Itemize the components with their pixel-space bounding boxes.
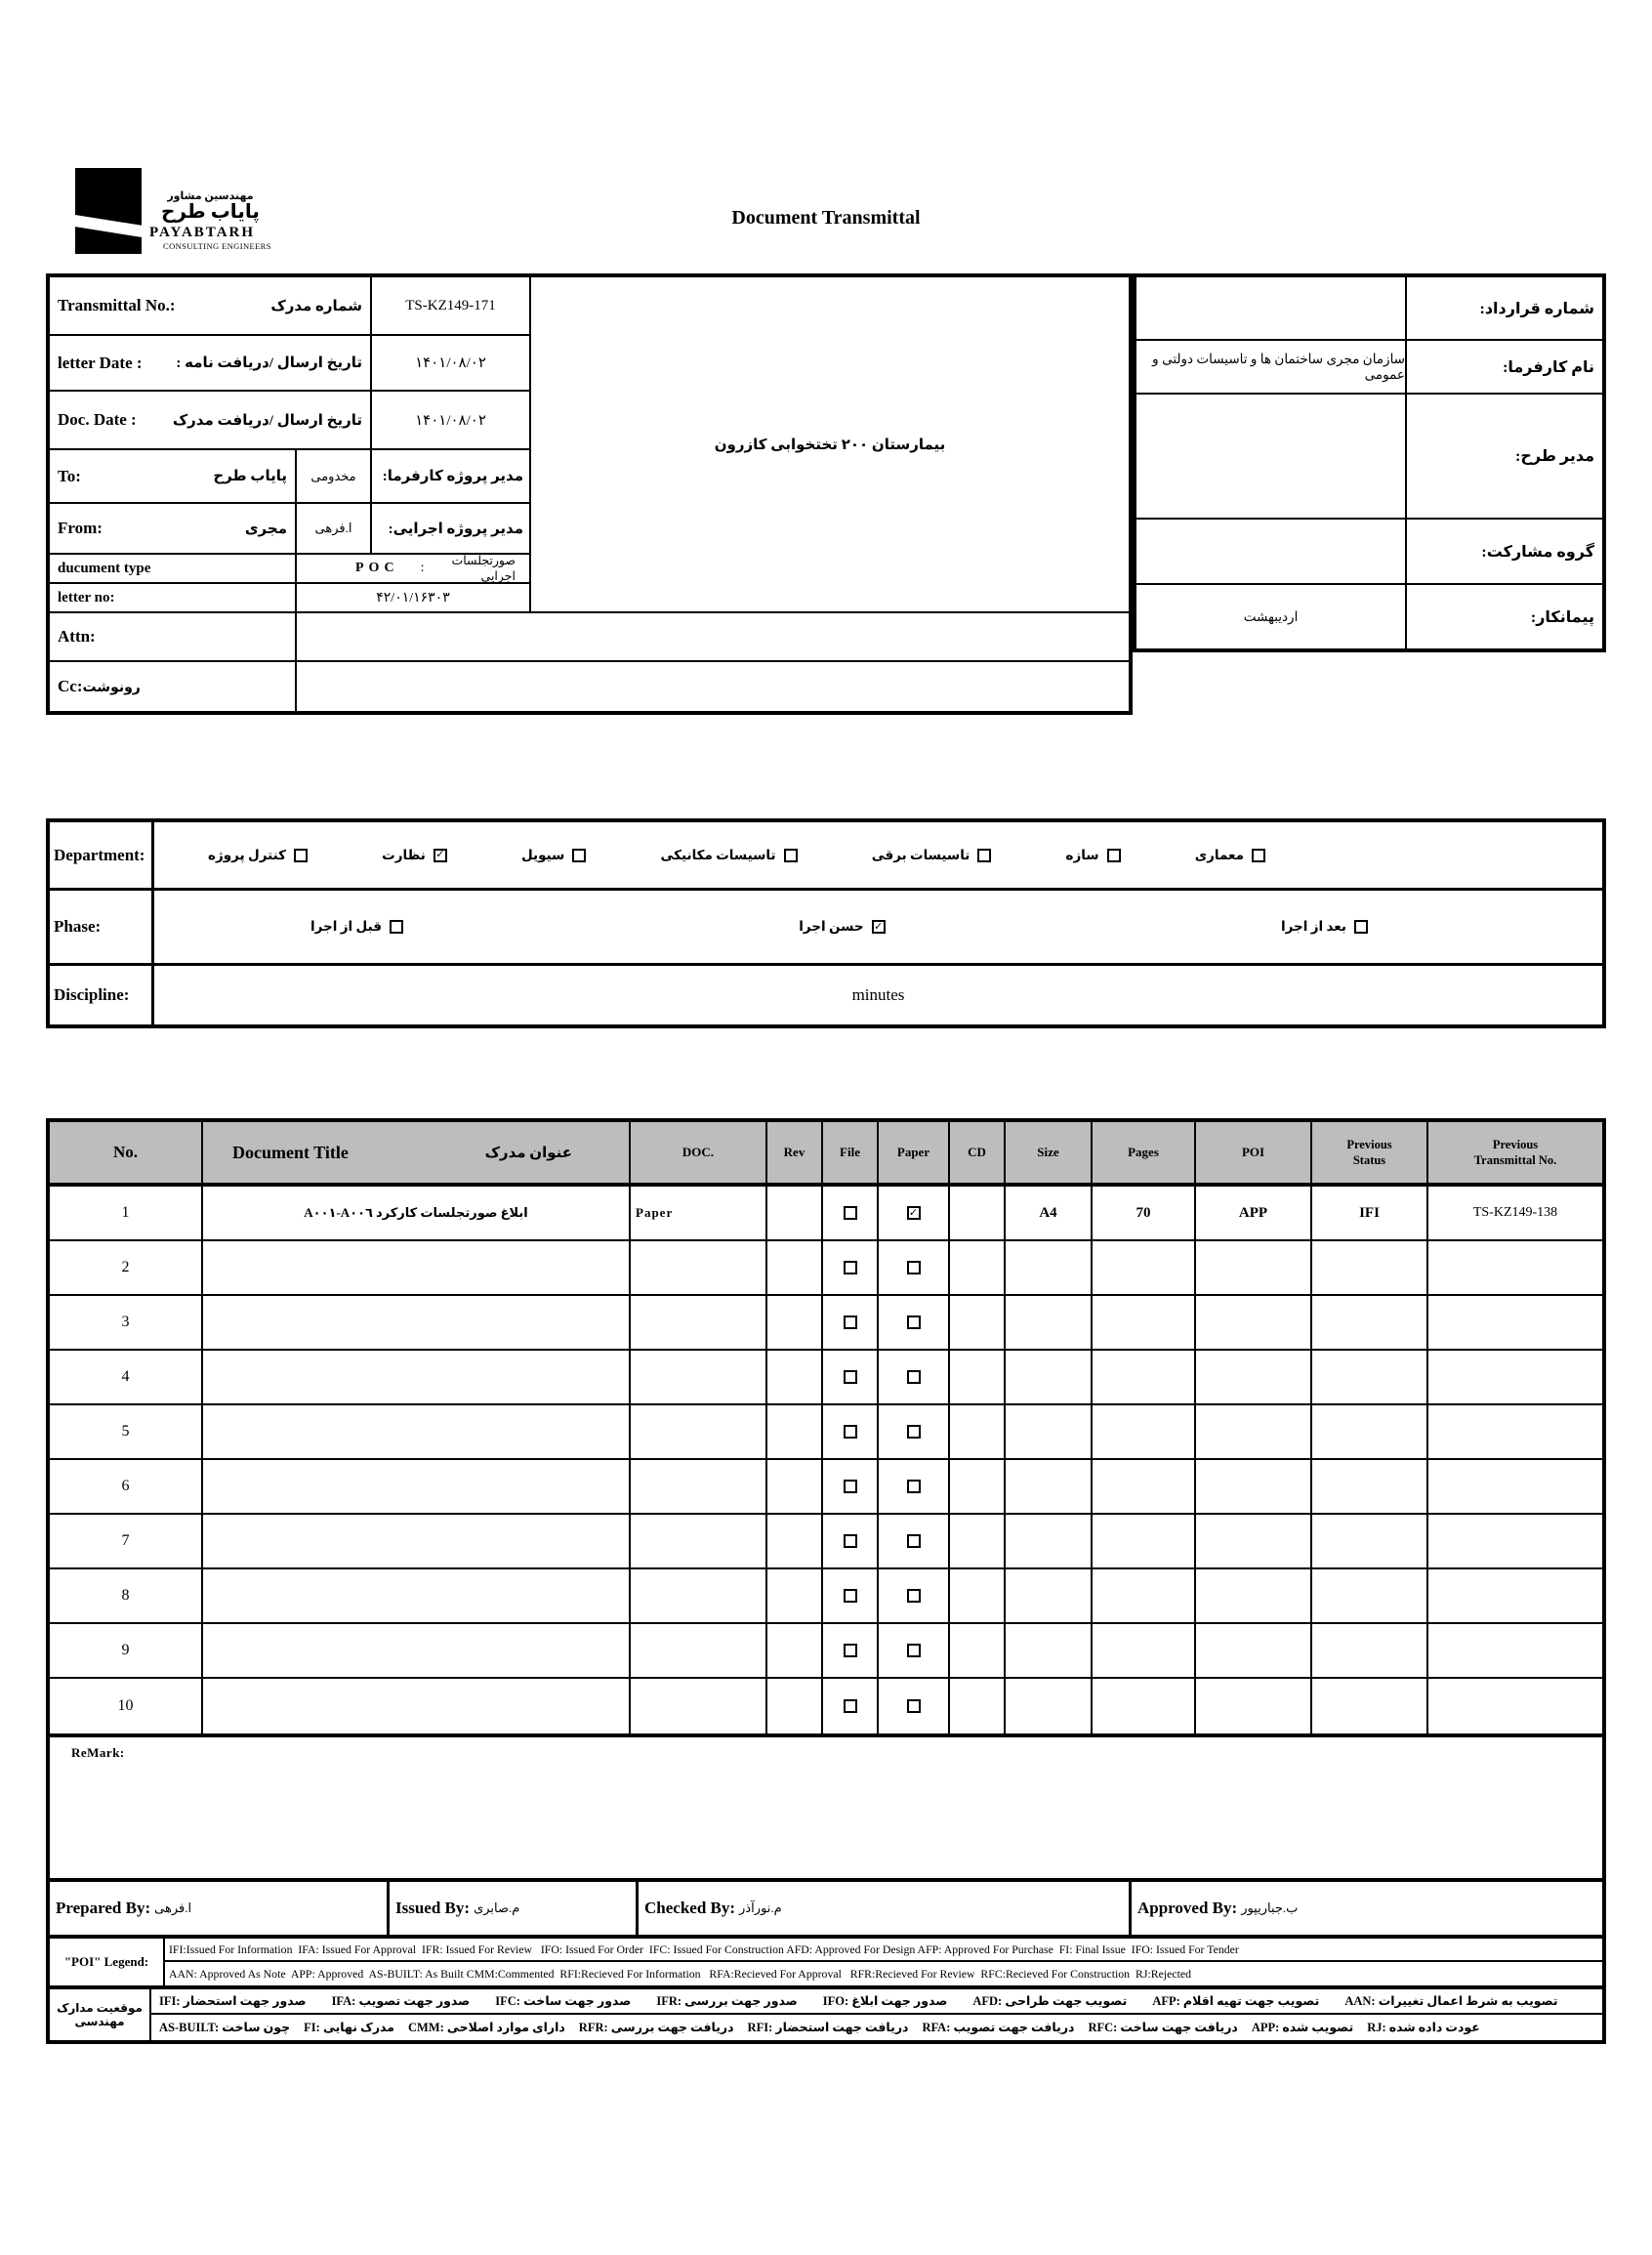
poi-legend-fa-line2 [151, 2015, 1602, 2040]
pages-cell [1093, 1569, 1196, 1622]
table-row [50, 1405, 1602, 1460]
logo-en-name: PAYABTARH [149, 225, 256, 240]
form-header [46, 117, 1606, 273]
cd-cell [950, 1351, 1006, 1403]
unchecked-checkbox-icon[interactable] [844, 1589, 857, 1603]
paper-checkbox-cell [879, 1405, 950, 1458]
col-header-paper: Paper [879, 1122, 950, 1183]
previous-transmittal-cell [1428, 1679, 1602, 1733]
cd-cell [950, 1460, 1006, 1513]
department-label: Department: [50, 822, 154, 891]
remark-box[interactable] [46, 1733, 1606, 1882]
rev-cell [767, 1296, 823, 1349]
unchecked-checkbox-icon[interactable] [572, 849, 586, 862]
cd-cell [950, 1624, 1006, 1677]
row-number-cell: 5 [50, 1405, 203, 1458]
table-row [50, 1515, 1602, 1569]
contractor-value: اردیبهشت [1136, 585, 1407, 648]
previous-status-cell [1312, 1624, 1428, 1677]
checkbox-label: سیویل [520, 847, 565, 862]
row-number-cell: 7 [50, 1515, 203, 1567]
unchecked-checkbox-icon[interactable] [844, 1425, 857, 1439]
attn-label: Attn: [50, 613, 297, 662]
poi-cell [1196, 1460, 1312, 1513]
pages-cell [1093, 1460, 1196, 1513]
logo-fa-name: پایاب طرح [161, 201, 260, 223]
issued-by-cell: Issued By: م.صابری [390, 1882, 639, 1935]
rev-cell [767, 1515, 823, 1567]
unchecked-checkbox-icon[interactable] [844, 1370, 857, 1384]
legend-item: RFC: دریافت جهت ساخت [1088, 2021, 1238, 2034]
pages-cell [1093, 1241, 1196, 1294]
contract-no-label: شماره قرارداد: [1407, 277, 1602, 341]
document-title-fa: ابلاغ صورتجلسات کارکرد [375, 1205, 528, 1220]
unchecked-checkbox-icon[interactable] [977, 849, 991, 862]
cd-cell [950, 1187, 1006, 1239]
unchecked-checkbox-icon[interactable] [844, 1534, 857, 1548]
poi-legend-en [46, 1935, 1606, 1989]
document-title-cell [203, 1515, 631, 1567]
file-checkbox-cell [823, 1351, 879, 1403]
row-number-cell: 1 [50, 1187, 203, 1239]
document-type-value [297, 555, 531, 584]
partnership-group-value [1136, 520, 1407, 585]
paper-checkbox-cell [879, 1241, 950, 1294]
pages-cell [1093, 1515, 1196, 1567]
unchecked-checkbox-icon[interactable] [844, 1315, 857, 1329]
checkbox-label: کنترل پروژه [208, 847, 287, 862]
table-row [50, 1187, 1602, 1241]
unchecked-checkbox-icon[interactable] [1252, 849, 1265, 862]
legend-item: APP: تصویب شده [1251, 2021, 1354, 2034]
unchecked-checkbox-icon[interactable] [844, 1261, 857, 1274]
design-manager-label: مدیر طرح: [1407, 395, 1602, 520]
unchecked-checkbox-icon[interactable] [907, 1644, 921, 1657]
unchecked-checkbox-icon[interactable] [907, 1261, 921, 1274]
paper-checkbox-cell [879, 1569, 950, 1622]
previous-status-cell: IFI [1312, 1187, 1428, 1239]
col-header-pages: Pages [1093, 1122, 1196, 1183]
col-header-cd: CD [950, 1122, 1006, 1183]
client-pm-label: مدیر پروژه کارفرما: [372, 450, 531, 504]
paper-checkbox-cell [879, 1624, 950, 1677]
rev-cell [767, 1405, 823, 1458]
design-manager-value [1136, 395, 1407, 520]
department-options-row [154, 822, 1602, 891]
poi-cell [1196, 1679, 1312, 1733]
size-cell [1006, 1351, 1093, 1403]
logo-en-subtitle: CONSULTING ENGINEERS [163, 241, 271, 251]
checkbox-label: حسن اجرا [799, 919, 864, 934]
unchecked-checkbox-icon[interactable] [1354, 920, 1368, 934]
pages-cell: 70 [1093, 1187, 1196, 1239]
contractor-label: پیمانکار: [1530, 608, 1594, 626]
executive-pm-label: مدیر پروژه اجرایی: [372, 504, 531, 555]
signatures-row [46, 1878, 1606, 1939]
to-cell: To: پایاب طرح [50, 450, 297, 504]
legend-item: RJ: عودت داده شده [1367, 2021, 1480, 2034]
checked-checkbox-icon[interactable]: ✓ [907, 1206, 921, 1220]
document-title-cell [203, 1351, 631, 1403]
unchecked-checkbox-icon[interactable] [844, 1480, 857, 1493]
file-checkbox-cell [823, 1296, 879, 1349]
poi-cell [1196, 1515, 1312, 1567]
previous-status-cell [1312, 1679, 1428, 1733]
file-checkbox-cell [823, 1241, 879, 1294]
file-checkbox-cell [823, 1460, 879, 1513]
document-title-cell [203, 1569, 631, 1622]
previous-transmittal-cell [1428, 1241, 1602, 1294]
legend-item: CMM: دارای موارد اصلاحی [408, 2021, 565, 2034]
checkbox-label: قبل از اجرا [310, 919, 382, 934]
checked-by-cell: Checked By: م.نورآذر [639, 1882, 1132, 1935]
row-number-cell: 3 [50, 1296, 203, 1349]
legend-item: IFO: صدور جهت ابلاغ [822, 1994, 948, 2008]
doc-type-cell [631, 1569, 767, 1622]
previous-transmittal-cell [1428, 1515, 1602, 1567]
transmittal-info-section [46, 273, 1606, 715]
transmittal-no-label: Transmittal No.: شماره مدرک [50, 277, 372, 336]
discipline-label: Discipline: [50, 966, 154, 1024]
poi-legend-fa [46, 1985, 1606, 2044]
size-cell [1006, 1241, 1093, 1294]
previous-transmittal-cell [1428, 1405, 1602, 1458]
col-header-poi: POI [1196, 1122, 1312, 1183]
phase-option[interactable] [310, 919, 403, 935]
pages-cell [1093, 1624, 1196, 1677]
file-checkbox-cell [823, 1624, 879, 1677]
rev-cell [767, 1460, 823, 1513]
table-header-row [50, 1122, 1602, 1187]
col-header-size: Size [1006, 1122, 1093, 1183]
unchecked-checkbox-icon[interactable] [907, 1315, 921, 1329]
checked-checkbox-icon[interactable]: ✓ [872, 920, 886, 934]
contract-info-table [1133, 273, 1606, 652]
document-title-cell [203, 1187, 631, 1239]
rev-cell [767, 1569, 823, 1622]
checkbox-label: بعد از اجرا [1280, 919, 1346, 934]
doc-type-cell [631, 1515, 767, 1567]
attn-value-field[interactable] [297, 613, 1129, 662]
letter-date-label: letter Date : تاریخ ارسال /دریافت نامه : [50, 336, 372, 392]
unchecked-checkbox-icon[interactable] [294, 849, 308, 862]
checkbox-label: معماری [1194, 847, 1244, 862]
poi-legend-en-line1: IFI:Issued For Information IFA: Issued For Approval IFR: Issued For Review IFO: Issued For Order IFC: Issued For Construction AFD: Approved For Design AFP: Approved For Purchase FI: Final Issue IFO: Issued For Tender [165, 1939, 1602, 1962]
cc-label-fa: رونوشت [82, 681, 141, 695]
size-cell [1006, 1515, 1093, 1567]
doc-type-cell [631, 1679, 767, 1733]
size-cell [1006, 1296, 1093, 1349]
logo-fa-tagline: مهندسین مشاور [167, 190, 254, 202]
doc-date-value: ۱۴۰۱/۰۸/۰۲ [372, 392, 531, 450]
unchecked-checkbox-icon[interactable] [907, 1480, 921, 1493]
classification-section [46, 818, 1606, 1028]
checkbox-label: تاسیسات مکانیکی [660, 847, 776, 862]
table-row [50, 1296, 1602, 1351]
previous-transmittal-cell [1428, 1351, 1602, 1403]
checked-checkbox-icon[interactable]: ✓ [434, 849, 447, 862]
document-title-cell [203, 1241, 631, 1294]
transmittal-no-value: TS-KZ149-171 [372, 277, 531, 336]
pages-cell [1093, 1351, 1196, 1403]
from-cell: From: مجری [50, 504, 297, 555]
previous-status-cell [1312, 1405, 1428, 1458]
approved-by-name: ب.جباریپور [1241, 1900, 1299, 1915]
rev-cell [767, 1679, 823, 1733]
table-body [50, 1187, 1602, 1733]
col-header-previous-transmittal: Previous Transmittal No. [1473, 1137, 1557, 1167]
rev-cell [767, 1351, 823, 1403]
department-option[interactable] [872, 848, 992, 863]
legend-item: IFA: صدور جهت تصویب [331, 1994, 471, 2008]
table-row [50, 1569, 1602, 1624]
unchecked-checkbox-icon[interactable] [844, 1644, 857, 1657]
legend-item: RFI: دریافت جهت استحضار [747, 2021, 909, 2034]
previous-status-cell [1312, 1351, 1428, 1403]
department-option[interactable] [382, 848, 447, 863]
table-row [50, 1351, 1602, 1405]
transmittal-left-table [46, 273, 1133, 715]
department-option[interactable] [1066, 848, 1121, 863]
client-name-label: نام کارفرما: [1407, 341, 1602, 395]
department-option[interactable] [208, 848, 308, 863]
legend-item: RFA: دریافت جهت تصویب [922, 2021, 1075, 2034]
row-number-cell: 8 [50, 1569, 203, 1622]
file-checkbox-cell [823, 1405, 879, 1458]
unchecked-checkbox-icon[interactable] [907, 1425, 921, 1439]
poi-cell [1196, 1351, 1312, 1403]
doc-type-cell [631, 1405, 767, 1458]
poi-legend-fa-label: موقعیت مدارک مهندسی [50, 1989, 151, 2040]
paper-checkbox-cell [879, 1296, 950, 1349]
doc-type-cell [631, 1624, 767, 1677]
row-number-cell: 6 [50, 1460, 203, 1513]
unchecked-checkbox-icon[interactable] [1107, 849, 1121, 862]
previous-status-cell [1312, 1515, 1428, 1567]
doc-type-cell [631, 1296, 767, 1349]
previous-status-cell [1312, 1296, 1428, 1349]
transmittal-form-sheet [0, 117, 1652, 2044]
previous-transmittal-cell [1428, 1296, 1602, 1349]
previous-status-cell [1312, 1569, 1428, 1622]
client-name-value: سازمان مجری ساختمان ها و تاسیسات دولتی و عمومی [1136, 341, 1407, 395]
letter-date-value: ۱۴۰۱/۰۸/۰۲ [372, 336, 531, 392]
poi-legend-label: "POI" Legend: [50, 1939, 165, 1985]
size-cell [1006, 1460, 1093, 1513]
file-checkbox-cell [823, 1679, 879, 1733]
document-type-fa: صورتجلسات اجرایی [451, 555, 516, 583]
paper-checkbox-cell [879, 1187, 950, 1239]
poi-cell [1196, 1296, 1312, 1349]
legend-item: IFR: صدور جهت بررسی [656, 1994, 798, 2008]
row-number-cell: 9 [50, 1624, 203, 1677]
poi-legend-fa-line1 [151, 1989, 1602, 2015]
unchecked-checkbox-icon[interactable] [907, 1589, 921, 1603]
document-title-cell [203, 1624, 631, 1677]
pages-cell [1093, 1296, 1196, 1349]
paper-checkbox-cell [879, 1351, 950, 1403]
document-list-table [46, 1118, 1606, 1737]
file-checkbox-cell [823, 1569, 879, 1622]
cd-cell [950, 1241, 1006, 1294]
col-header-previous-status: Previous Status [1312, 1122, 1428, 1183]
unchecked-checkbox-icon[interactable] [844, 1206, 857, 1220]
letter-no-label: letter no: [50, 584, 297, 613]
project-name-cell: بیمارستان ۲۰۰ تختخوابی کازرون [531, 277, 1129, 613]
previous-status-cell [1312, 1460, 1428, 1513]
cd-cell [950, 1296, 1006, 1349]
legend-item: IFI: صدور جهت استحضار [159, 1994, 307, 2008]
col-header-doc: DOC. [631, 1122, 767, 1183]
col-header-file: File [823, 1122, 879, 1183]
size-cell [1006, 1624, 1093, 1677]
legend-item: FI: مدرک نهایی [304, 2021, 394, 2034]
row-number-cell: 10 [50, 1679, 203, 1733]
remark-label: ReMark: [71, 1745, 125, 1760]
legend-item: AFD: تصویب جهت طراحی [972, 1994, 1128, 2008]
document-title-cell [203, 1679, 631, 1733]
phase-label: Phase: [50, 891, 154, 966]
cd-cell [950, 1679, 1006, 1733]
poi-cell [1196, 1405, 1312, 1458]
row-number-cell: 4 [50, 1351, 203, 1403]
checkbox-label: نظارت [382, 847, 426, 862]
cd-cell [950, 1405, 1006, 1458]
paper-checkbox-cell [879, 1460, 950, 1513]
letter-no-value: ۴۲/۰۱/۱۶۳۰۳ [297, 584, 531, 613]
unchecked-checkbox-icon[interactable] [390, 920, 403, 934]
table-row [50, 1241, 1602, 1296]
paper-checkbox-cell [879, 1515, 950, 1567]
cd-cell [950, 1569, 1006, 1622]
rev-cell [767, 1187, 823, 1239]
legend-item: AFP: تصویب جهت تهیه اقلام [1152, 1994, 1320, 2008]
prepared-by-name: ا.فرهی [154, 1900, 192, 1915]
rev-cell [767, 1241, 823, 1294]
table-row [50, 1624, 1602, 1679]
contract-no-value [1136, 277, 1407, 341]
document-type-label: ducument type [50, 555, 297, 584]
row-number-cell: 2 [50, 1241, 203, 1294]
table-row [50, 1460, 1602, 1515]
col-header-no: No. [50, 1122, 203, 1183]
cc-label: Cc:رونوشت [50, 662, 297, 711]
phase-option[interactable] [799, 919, 885, 935]
previous-transmittal-cell [1428, 1624, 1602, 1677]
legend-item: IFC: صدور جهت ساخت [495, 1994, 632, 2008]
doc-type-cell [631, 1460, 767, 1513]
legend-item: RFR: دریافت جهت بررسی [578, 2021, 734, 2034]
table-row [50, 1679, 1602, 1733]
unchecked-checkbox-icon[interactable] [907, 1370, 921, 1384]
checkbox-label: تاسیسات برقی [871, 847, 971, 862]
issued-by-name: م.صابری [474, 1900, 520, 1915]
checked-by-name: م.نورآذر [739, 1900, 782, 1915]
department-option[interactable] [521, 848, 586, 863]
page-title: Document Transmittal [731, 207, 921, 229]
poi-cell [1196, 1624, 1312, 1677]
size-cell: A4 [1006, 1187, 1093, 1239]
phase-option[interactable] [1281, 919, 1368, 935]
file-checkbox-cell [823, 1187, 879, 1239]
pages-cell [1093, 1679, 1196, 1733]
pages-cell [1093, 1405, 1196, 1458]
size-cell [1006, 1679, 1093, 1733]
legend-item: AS-BUILT: چون ساخت [159, 2021, 291, 2034]
prepared-by-cell: Prepared By: ا.فرهی [50, 1882, 390, 1935]
phase-options-row [154, 891, 1602, 966]
document-title-cell [203, 1405, 631, 1458]
previous-transmittal-cell [1428, 1460, 1602, 1513]
size-cell [1006, 1405, 1093, 1458]
size-cell [1006, 1569, 1093, 1622]
previous-status-cell [1312, 1241, 1428, 1294]
rev-cell [767, 1624, 823, 1677]
doc-type-cell [631, 1241, 767, 1294]
unchecked-checkbox-icon[interactable] [907, 1534, 921, 1548]
doc-type-cell [631, 1351, 767, 1403]
department-option[interactable] [1195, 848, 1265, 863]
poi-cell: APP [1196, 1187, 1312, 1239]
previous-transmittal-cell: TS-KZ149-138 [1472, 1205, 1558, 1220]
cc-value-field[interactable] [297, 662, 1129, 711]
from-person-cell: ا.فرهی [297, 504, 372, 555]
unchecked-checkbox-icon[interactable] [784, 849, 798, 862]
document-title-cell [203, 1296, 631, 1349]
unchecked-checkbox-icon[interactable] [844, 1699, 857, 1713]
poi-cell [1196, 1241, 1312, 1294]
poi-legend-en-line2: AAN: Approved As Note APP: Approved AS-BUILT: As Built CMM:Commented RFI:Recieved For Information RFA:Recieved For Approval RFR:Recieved For Review RFC:Recieved For Construction RJ:Rejected [169, 1966, 1191, 1981]
department-option[interactable] [661, 848, 798, 863]
to-person-cell: مخدومی [297, 450, 372, 504]
cd-cell [950, 1515, 1006, 1567]
poi-cell [1196, 1569, 1312, 1622]
paper-checkbox-cell [879, 1679, 950, 1733]
doc-type-cell: Paper [631, 1187, 767, 1239]
unchecked-checkbox-icon[interactable] [907, 1699, 921, 1713]
partnership-group-label: گروه مشارکت: [1407, 520, 1602, 585]
checkbox-label: سازه [1065, 847, 1099, 862]
doc-date-label: Doc. Date : تاریخ ارسال /دریافت مدرک [50, 392, 372, 450]
legend-item: AAN: تصویب به شرط اعمال تغییرات [1344, 1994, 1558, 2008]
col-header-title: Document Title عنوان مدرک [203, 1122, 631, 1183]
col-header-rev: Rev [767, 1122, 823, 1183]
document-title-code: A۰۰۱-A۰۰٦ [304, 1205, 373, 1220]
document-title-cell [203, 1460, 631, 1513]
document-type-code: POC [355, 561, 399, 575]
approved-by-cell: Approved By: ب.جباریپور [1137, 1899, 1299, 1917]
document-type-colon: : [420, 561, 425, 575]
file-checkbox-cell [823, 1515, 879, 1567]
discipline-value: minutes [851, 985, 905, 1004]
previous-transmittal-cell [1428, 1569, 1602, 1622]
